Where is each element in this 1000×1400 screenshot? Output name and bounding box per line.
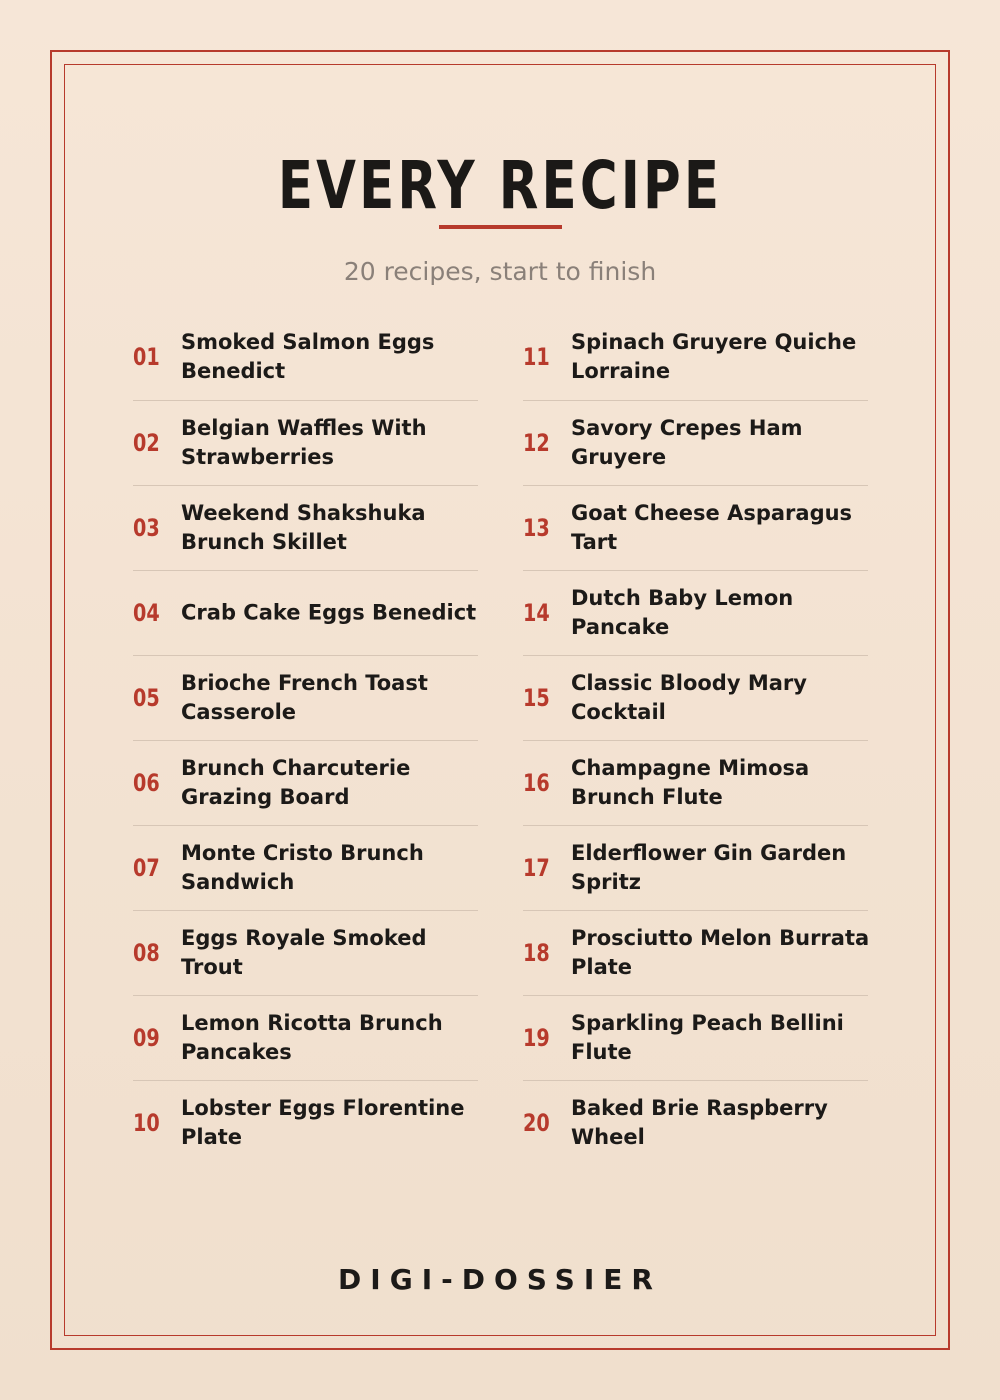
brand-footer: DIGI-DOSSIER — [338, 1263, 662, 1296]
recipe-name: Belgian Waffles With Strawberries — [181, 416, 427, 469]
page-subtitle: 20 recipes, start to finish — [343, 257, 657, 286]
recipe-number: 15 — [523, 684, 550, 712]
recipe-item — [523, 825, 868, 910]
recipe-name: Crab Cake Eggs Benedict — [181, 600, 477, 625]
recipe-item — [133, 995, 478, 1080]
recipe-item — [523, 1080, 868, 1165]
recipe-item — [523, 485, 868, 570]
recipe-number: 10 — [133, 1109, 160, 1137]
recipe-list-left — [133, 314, 478, 1165]
recipe-name: Monte Cristo Brunch Sandwich — [181, 841, 424, 894]
recipe-item — [133, 570, 478, 655]
recipe-name: Savory Crepes Ham Gruyere — [571, 416, 803, 469]
recipe-name: Baked Brie Raspberry Wheel — [571, 1096, 828, 1149]
recipe-item — [523, 655, 868, 740]
recipe-name: Lobster Eggs Florentine Plate — [181, 1096, 465, 1149]
recipe-item — [523, 910, 868, 995]
recipe-number: 20 — [523, 1109, 550, 1137]
recipe-number: 11 — [523, 343, 550, 371]
recipe-item — [523, 400, 868, 485]
recipe-name: Dutch Baby Lemon Pancake — [571, 586, 794, 639]
recipe-name: Spinach Gruyere Quiche Lorraine — [571, 330, 857, 383]
recipe-number: 13 — [523, 514, 550, 542]
recipe-number: 05 — [133, 684, 160, 712]
recipe-item — [523, 570, 868, 655]
recipe-name: Sparkling Peach Bellini Flute — [571, 1011, 844, 1064]
recipe-item — [133, 1080, 478, 1165]
recipe-item — [133, 400, 478, 485]
recipe-item — [523, 995, 868, 1080]
recipe-name: Champagne Mimosa Brunch Flute — [571, 756, 810, 809]
title-underline — [439, 225, 562, 229]
recipe-number: 16 — [523, 769, 550, 797]
recipe-item — [133, 655, 478, 740]
recipe-number: 09 — [133, 1024, 160, 1052]
recipe-name: Eggs Royale Smoked Trout — [181, 926, 427, 979]
recipe-item — [523, 314, 868, 400]
recipe-name: Classic Bloody Mary Cocktail — [571, 671, 807, 724]
recipe-number: 03 — [133, 514, 160, 542]
recipe-number: 01 — [133, 343, 160, 371]
recipe-number: 12 — [523, 429, 550, 457]
recipe-name: Brioche French Toast Casserole — [181, 671, 428, 724]
recipe-number: 19 — [523, 1024, 550, 1052]
recipe-name: Prosciutto Melon Burrata Plate — [571, 926, 870, 979]
page-title: EVERY RECIPE — [277, 147, 723, 224]
recipe-name: Goat Cheese Asparagus Tart — [571, 501, 853, 554]
recipe-number: 08 — [133, 939, 160, 967]
recipe-name: Lemon Ricotta Brunch Pancakes — [181, 1011, 443, 1064]
recipe-number: 04 — [133, 599, 160, 627]
recipe-name: Weekend Shakshuka Brunch Skillet — [181, 501, 426, 554]
recipe-number: 02 — [133, 429, 160, 457]
recipe-item — [133, 910, 478, 995]
recipe-number: 06 — [133, 769, 160, 797]
recipe-list-right — [523, 314, 868, 1165]
recipe-name: Elderflower Gin Garden Spritz — [571, 841, 847, 894]
recipe-item — [133, 485, 478, 570]
recipe-number: 14 — [523, 599, 550, 627]
recipe-item — [133, 314, 478, 400]
recipe-name: Smoked Salmon Eggs Benedict — [181, 330, 435, 383]
recipe-item — [133, 740, 478, 825]
recipe-item — [133, 825, 478, 910]
recipe-number: 17 — [523, 854, 550, 882]
recipe-name: Brunch Charcuterie Grazing Board — [181, 756, 411, 809]
recipe-number: 07 — [133, 854, 160, 882]
recipe-item — [523, 740, 868, 825]
recipe-number: 18 — [523, 939, 550, 967]
